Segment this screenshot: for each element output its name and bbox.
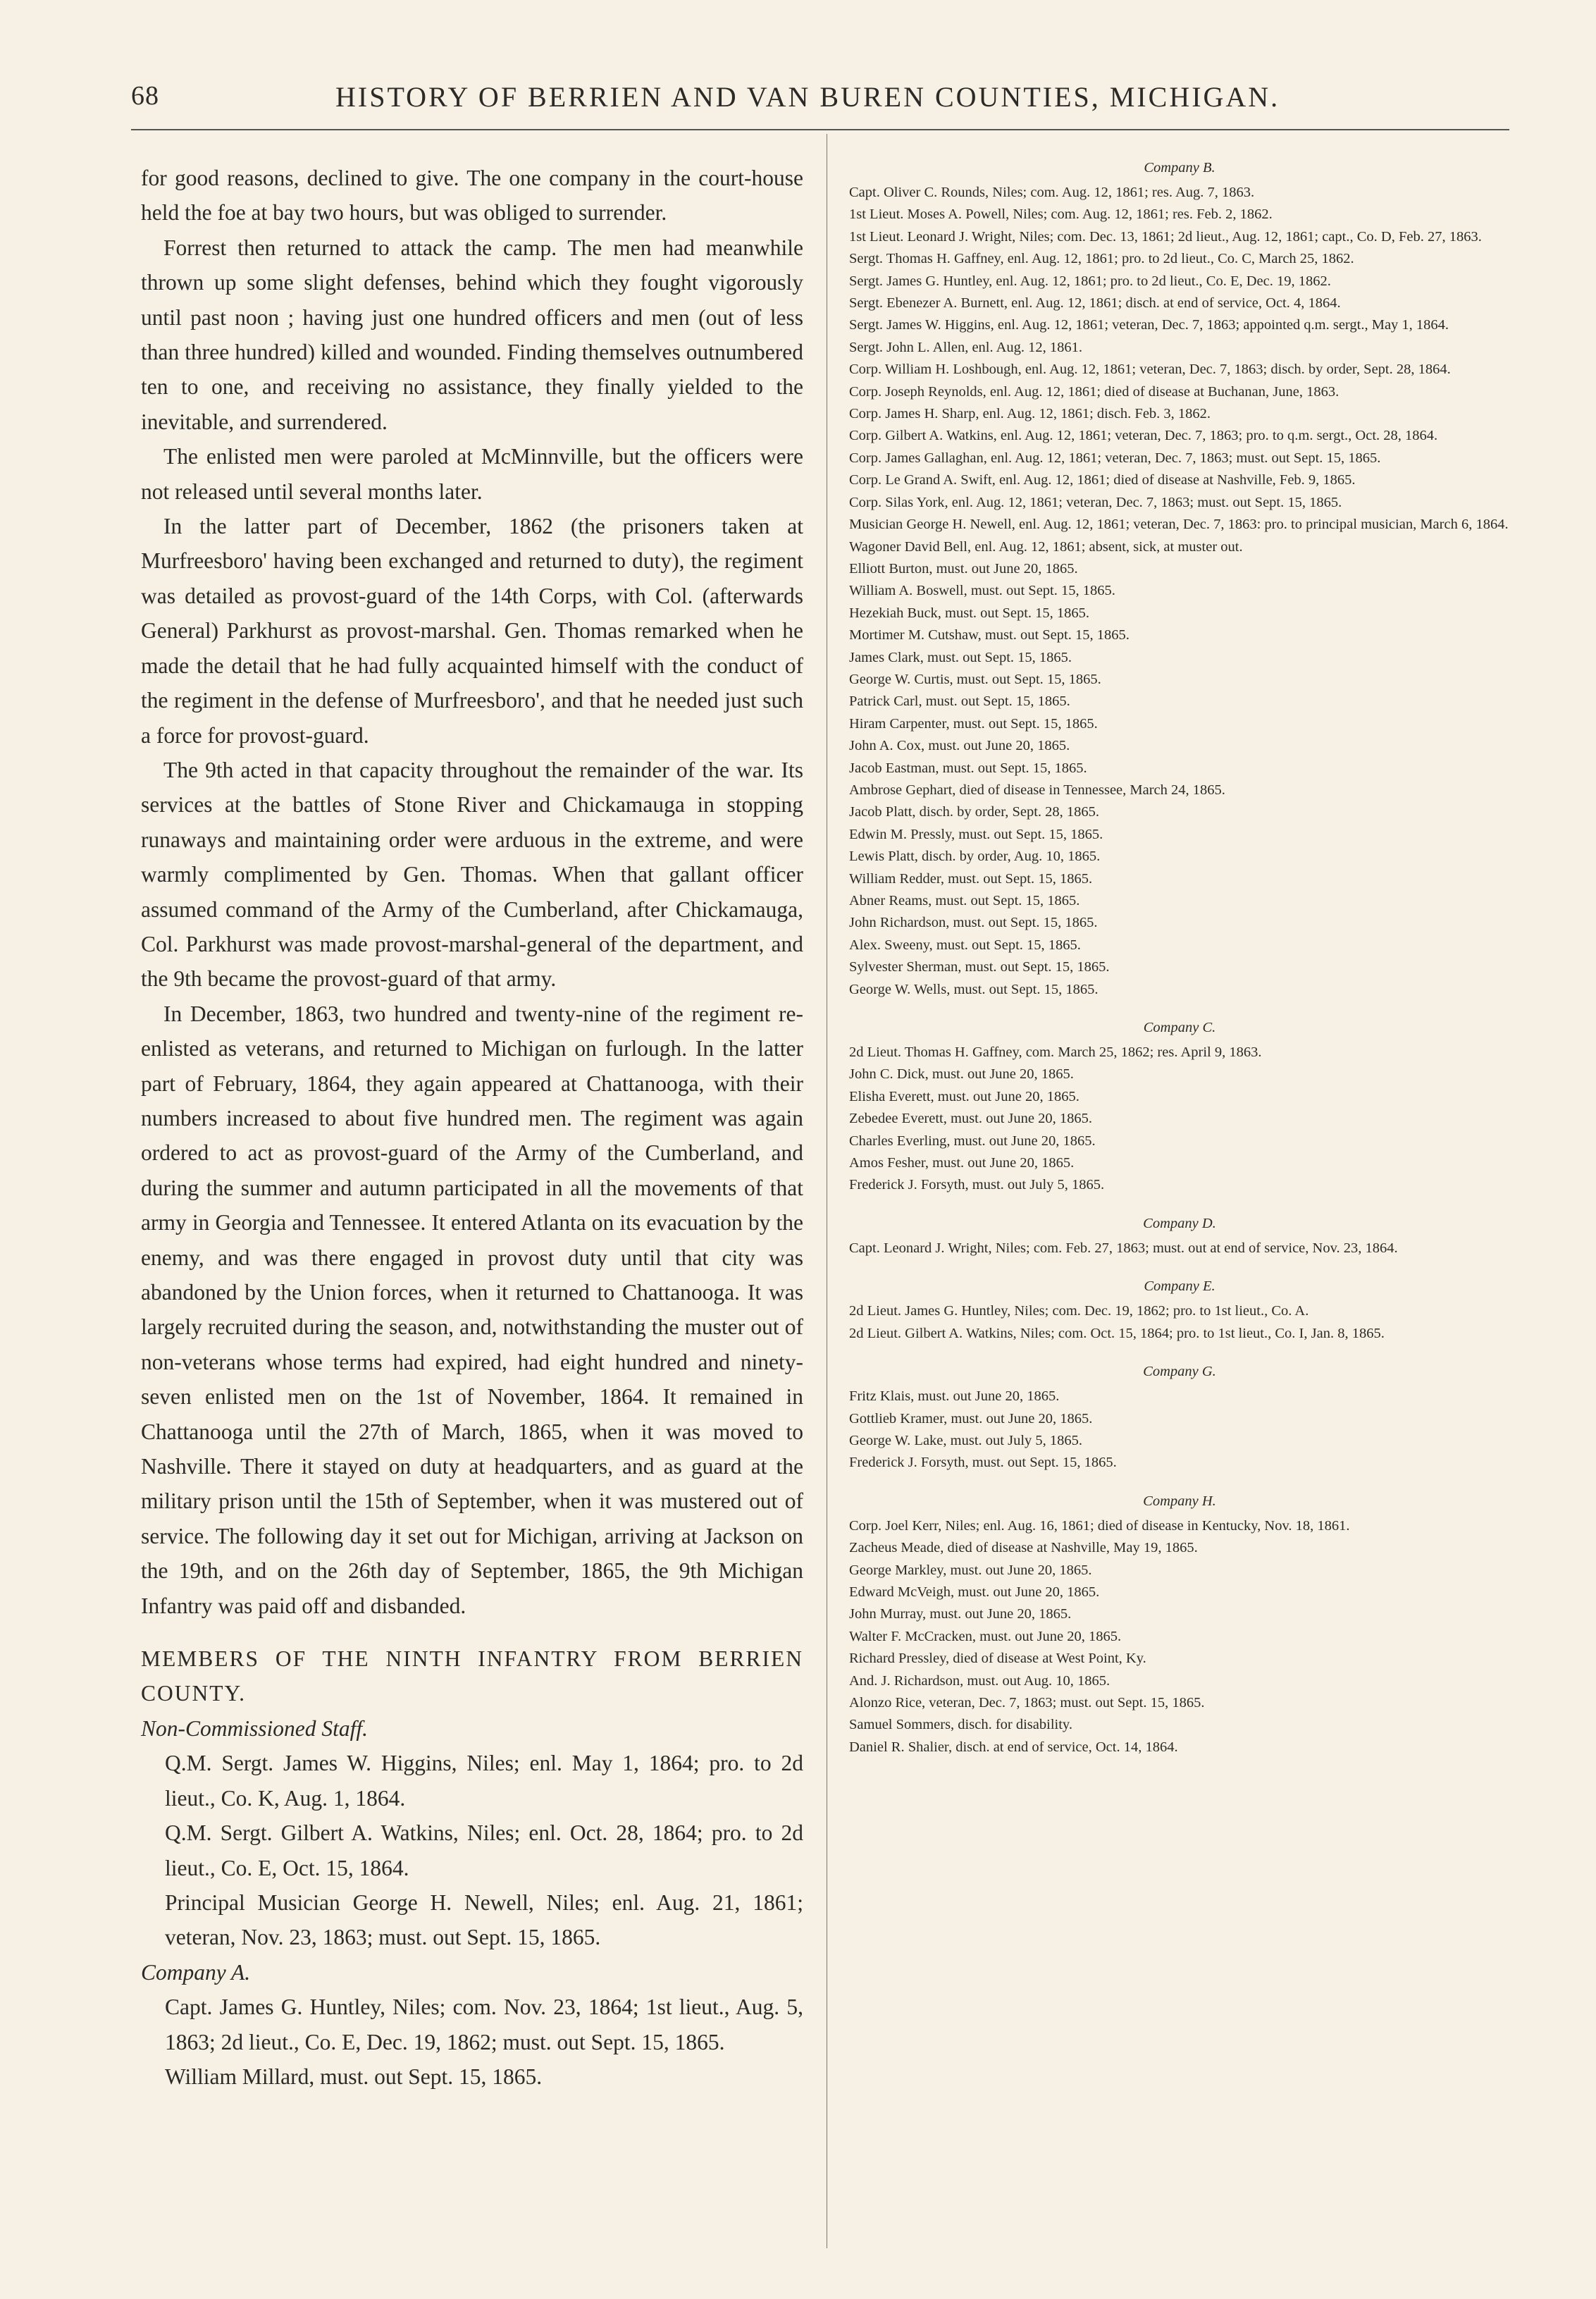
narrative-paragraph: Forrest then returned to attack the camp. The men had meanwhile thrown up some slight defenses, behind which they fought vigorously until past noon ; having just one hundred officers and men (out of less than three hundred) killed and wounded. Finding themselves outnumbered ten to one, and receiving no assistance, they finally yielded to the inevitable, and surrendered. bbox=[141, 235, 803, 434]
company-g-section bbox=[849, 1360, 1510, 1474]
roster-entry: Q.M. Sergt. James W. Higgins, Niles; enl. May 1, 1864; pro. to 2d lieut., Co. K, Aug. 1, 1864. bbox=[165, 1751, 803, 1811]
roster-entry: James Clark, must. out Sept. 15, 1865. bbox=[849, 649, 1072, 665]
roster-entry: Capt. Oliver C. Rounds, Niles; com. Aug. 12, 1861; res. Aug. 7, 1863. bbox=[849, 185, 1255, 200]
roster-entry: Corp. Gilbert A. Watkins, enl. Aug. 12, 1861; veteran, Dec. 7, 1863; pro. to q.m. sergt., Oct. 28, 1864. bbox=[849, 428, 1438, 444]
roster-entry: 1st Lieut. Moses A. Powell, Niles; com. Aug. 12, 1861; res. Feb. 2, 1862. bbox=[849, 207, 1273, 223]
roster-entry: Musician George H. Newell, enl. Aug. 12, 1861; veteran, Dec. 7, 1863: pro. to principal musician, March 6, 1864. bbox=[849, 517, 1509, 533]
roster-entry: Sergt. James G. Huntley, enl. Aug. 12, 1861; pro. to 2d lieut., Co. E, Dec. 19, 1862. bbox=[849, 273, 1331, 289]
right-column bbox=[849, 152, 1510, 1774]
narrative-paragraph: In the latter part of December, 1862 (the prisoners taken at Murfreesboro' having been exchanged and returned to duty), the regiment was detailed as provost-guard of the 14th Corps, with Col. (afterwards General) Parkhurst as provost-marshal. Gen. Thomas remarked when he made the detail that he had fully acquainted himself with the conduct of the regiment in the defense of Murfreesboro', and that he needed just such a force for provost-guard. bbox=[141, 514, 803, 748]
staff-heading: Non-Commissioned Staff. bbox=[141, 1715, 369, 1741]
company-e-section bbox=[849, 1275, 1510, 1345]
roster-entry: George W. Wells, must. out Sept. 15, 1865. bbox=[849, 981, 1099, 997]
company-d-heading: Company D. bbox=[1143, 1215, 1216, 1231]
roster-entry: Samuel Sommers, disch. for disability. bbox=[849, 1717, 1072, 1733]
roster-entry: Principal Musician George H. Newell, Niles; enl. Aug. 21, 1861; veteran, Nov. 23, 1863; must. out Sept. 15, 1865. bbox=[165, 1890, 803, 1950]
roster-entry: Elisha Everett, must. out June 20, 1865. bbox=[849, 1088, 1080, 1104]
company-e-entries bbox=[849, 1300, 1510, 1345]
roster-entry: Corp. Joel Kerr, Niles; enl. Aug. 16, 1861; died of disease in Kentucky, Nov. 18, 1861. bbox=[849, 1517, 1350, 1534]
roster-entry: Daniel R. Shalier, disch. at end of service, Oct. 14, 1864. bbox=[849, 1739, 1178, 1755]
members-roster bbox=[141, 1641, 803, 2094]
roster-entry: And. J. Richardson, must. out Aug. 10, 1865. bbox=[849, 1672, 1111, 1689]
roster-entry: Edwin M. Pressly, must. out Sept. 15, 1865. bbox=[849, 826, 1103, 842]
roster-entry: 2d Lieut. James G. Huntley, Niles; com. Dec. 19, 1862; pro. to 1st lieut., Co. A. bbox=[849, 1303, 1309, 1319]
roster-entry: George W. Curtis, must. out Sept. 15, 1865. bbox=[849, 671, 1101, 687]
company-b-heading: Company B. bbox=[1144, 160, 1215, 175]
roster-entry: Sergt. Ebenezer A. Burnett, enl. Aug. 12, 1861; disch. at end of service, Oct. 4, 1864. bbox=[849, 295, 1341, 312]
roster-entry: Edward McVeigh, must. out June 20, 1865. bbox=[849, 1584, 1100, 1600]
roster-entry: Jacob Platt, disch. by order, Sept. 28, 1865. bbox=[849, 804, 1100, 820]
narrative-paragraph: for good reasons, declined to give. The one company in the court-house held the foe at bay two hours, but was obliged to surrender. bbox=[141, 166, 803, 226]
roster-entry: George Markley, must. out June 20, 1865. bbox=[849, 1562, 1092, 1578]
page-number: 68 bbox=[131, 81, 159, 111]
running-head-title: HISTORY OF BERRIEN AND VAN BUREN COUNTIES, MICHIGAN. bbox=[335, 81, 1280, 113]
roster-entry: Alex. Sweeny, must. out Sept. 15, 1865. bbox=[849, 937, 1081, 953]
company-c-heading: Company C. bbox=[1143, 1020, 1216, 1036]
roster-entry: 2d Lieut. Gilbert A. Watkins, Niles; com. Oct. 15, 1864; pro. to 1st lieut., Co. I, Jan. 8, 1865. bbox=[849, 1325, 1385, 1341]
roster-entry: Walter F. McCracken, must. out June 20, 1865. bbox=[849, 1628, 1122, 1644]
roster-entry: Richard Pressley, died of disease at West Point, Ky. bbox=[849, 1651, 1146, 1667]
roster-entry: Wagoner David Bell, enl. Aug. 12, 1861; absent, sick, at muster out. bbox=[849, 538, 1243, 555]
roster-entry: Sylvester Sherman, must. out Sept. 15, 1865. bbox=[849, 959, 1110, 975]
roster-entry: Zebedee Everett, must. out June 20, 1865. bbox=[849, 1111, 1092, 1127]
roster-entry: Q.M. Sergt. Gilbert A. Watkins, Niles; enl. Oct. 28, 1864; pro. to 2d lieut., Co. E, Oct. 15, 1864. bbox=[165, 1820, 803, 1880]
roster-entry: Corp. William H. Loshbough, enl. Aug. 12, 1861; veteran, Dec. 7, 1863; disch. by order, Sept. 28, 1864. bbox=[849, 362, 1451, 378]
company-h-section bbox=[849, 1490, 1510, 1758]
page-header bbox=[131, 75, 1470, 124]
roster-entry: John Richardson, must. out Sept. 15, 1865. bbox=[849, 915, 1098, 931]
company-b-section bbox=[849, 156, 1510, 1001]
company-d-section bbox=[849, 1212, 1510, 1259]
company-g-heading: Company G. bbox=[1143, 1364, 1216, 1380]
roster-entry: Alonzo Rice, veteran, Dec. 7, 1863; must. out Sept. 15, 1865. bbox=[849, 1694, 1205, 1711]
roster-entry: Corp. Silas York, enl. Aug. 12, 1861; veteran, Dec. 7, 1863; must. out Sept. 15, 1865. bbox=[849, 494, 1342, 510]
left-column bbox=[141, 161, 803, 2094]
company-e-heading: Company E. bbox=[1144, 1278, 1215, 1295]
company-c-entries bbox=[849, 1042, 1510, 1197]
roster-entry: Mortimer M. Cutshaw, must. out Sept. 15, 1865. bbox=[849, 627, 1130, 643]
company-g-entries bbox=[849, 1386, 1510, 1474]
company-a-heading: Company A. bbox=[141, 1959, 251, 1985]
roster-entry: Hiram Carpenter, must. out Sept. 15, 1865. bbox=[849, 715, 1098, 732]
roster-entry: Corp. James Gallaghan, enl. Aug. 12, 1861; veteran, Dec. 7, 1863; must. out Sept. 15, 1865. bbox=[849, 450, 1381, 466]
roster-entry: Capt. Leonard J. Wright, Niles; com. Feb. 27, 1863; must. out at end of service, Nov. 23, 1864. bbox=[849, 1240, 1398, 1256]
roster-entry: John C. Dick, must. out June 20, 1865. bbox=[849, 1066, 1074, 1083]
roster-entry: Hezekiah Buck, must. out Sept. 15, 1865. bbox=[849, 605, 1090, 621]
roster-entry: William Millard, must. out Sept. 15, 1865. bbox=[165, 2064, 543, 2089]
roster-entry: Zacheus Meade, died of disease at Nashville, May 19, 1865. bbox=[849, 1540, 1198, 1556]
roster-entry: Frederick J. Forsyth, must. out July 5, 1865. bbox=[849, 1177, 1105, 1193]
roster-entry: Gottlieb Kramer, must. out June 20, 1865. bbox=[849, 1410, 1093, 1426]
roster-entry: Amos Fesher, must. out June 20, 1865. bbox=[849, 1155, 1075, 1171]
roster-entry: Capt. James G. Huntley, Niles; com. Nov. 23, 1864; 1st lieut., Aug. 5, 1863; 2d lieut., Co. E, Dec. 19, 1862; must. out Sept. 15, 1865. bbox=[165, 1995, 803, 2054]
roster-entry: William A. Boswell, must. out Sept. 15, 1865. bbox=[849, 583, 1115, 599]
roster-entry: 1st Lieut. Leonard J. Wright, Niles; com. Dec. 13, 1861; 2d lieut., Aug. 12, 1861; capt., Co. D, Feb. 27, 1863. bbox=[849, 228, 1482, 245]
roster-entry: Corp. James H. Sharp, enl. Aug. 12, 1861; disch. Feb. 3, 1862. bbox=[849, 406, 1211, 422]
company-b-entries bbox=[849, 182, 1510, 1001]
roster-entry: William Redder, must. out Sept. 15, 1865. bbox=[849, 870, 1093, 887]
roster-entry: Lewis Platt, disch. by order, Aug. 10, 1865. bbox=[849, 849, 1101, 865]
roster-entry: Corp. Joseph Reynolds, enl. Aug. 12, 1861; died of disease at Buchanan, June, 1863. bbox=[849, 383, 1340, 400]
roster-entry: Frederick J. Forsyth, must. out Sept. 15, 1865. bbox=[849, 1455, 1117, 1471]
roster-entry: 2d Lieut. Thomas H. Gaffney, com. March 25, 1862; res. April 9, 1863. bbox=[849, 1044, 1262, 1061]
narrative-paragraph: The 9th acted in that capacity throughout the remainder of the war. Its services at the battles of Stone River and Chickamauga in stopping runaways and maintaining order were arduous in the extreme, and were warmly complimented by Gen. Thomas. When that gallant officer assumed command of the Army of the Cumberland, after Chickamauga, Col. Parkhurst was made provost-marshal-general of the department, and the 9th became the provost-guard of that army. bbox=[141, 757, 803, 992]
company-h-heading: Company H. bbox=[1143, 1493, 1216, 1509]
company-h-entries bbox=[849, 1515, 1510, 1758]
company-d-entries bbox=[849, 1238, 1510, 1259]
roster-title: MEMBERS OF THE NINTH INFANTRY FROM BERRIEN COUNTY. bbox=[141, 1646, 803, 1706]
roster-entry: John Murray, must. out June 20, 1865. bbox=[849, 1606, 1072, 1622]
header-rule bbox=[131, 129, 1509, 130]
roster-entry: George W. Lake, must. out July 5, 1865. bbox=[849, 1432, 1083, 1448]
roster-entry: John A. Cox, must. out June 20, 1865. bbox=[849, 738, 1070, 754]
narrative-paragraph: The enlisted men were paroled at McMinnville, but the officers were not released until several months later. bbox=[141, 444, 803, 504]
company-c-section bbox=[849, 1016, 1510, 1197]
roster-entry: Fritz Klais, must. out June 20, 1865. bbox=[849, 1388, 1060, 1405]
roster-entry: Patrick Carl, must. out Sept. 15, 1865. bbox=[849, 694, 1070, 710]
roster-entry: Sergt. John L. Allen, enl. Aug. 12, 1861. bbox=[849, 339, 1083, 355]
roster-entry: Elliott Burton, must. out June 20, 1865. bbox=[849, 560, 1078, 577]
roster-entry: Sergt. Thomas H. Gaffney, enl. Aug. 12, 1861; pro. to 2d lieut., Co. C, March 25, 1862. bbox=[849, 251, 1354, 267]
narrative-paragraph: In December, 1863, two hundred and twenty-nine of the regiment re-enlisted as veterans, and returned to Michigan on furlough. In the latter part of February, 1864, they again appeared at Chattanooga, with their numbers increased to about five hundred men. The regiment was again ordered to act as provost-guard of the Army of the Cumberland, and during the summer and autumn participated in all the movements of that army in Georgia and Tennessee. It entered Atlanta on its evacuation by the enemy, and was there engaged in provost duty until that city was abandoned by the Union forces, when it returned to Chattanooga. It was largely recruited during the season, and, notwithstanding the muster out of non-veterans whose terms had expired, had eight hundred and ninety-seven enlisted men on the 1st of November, 1864. It remained in Chattanooga until the 27th of March, 1865, when it was moved to Nashville. There it stayed on duty at headquarters, and as guard at the military prison until the 15th of September, when it was mustered out of service. The following day it set out for Michigan, arriving at Jackson on the 19th, and on the 26th day of September, 1865, the 9th Michigan Infantry was paid off and disbanded. bbox=[141, 1001, 803, 1618]
roster-entry: Corp. Le Grand A. Swift, enl. Aug. 12, 1861; died of disease at Nashville, Feb. 9, 1865. bbox=[849, 472, 1356, 488]
roster-entry: Abner Reams, must. out Sept. 15, 1865. bbox=[849, 893, 1080, 908]
roster-entry: Sergt. James W. Higgins, enl. Aug. 12, 1861; veteran, Dec. 7, 1863; appointed q.m. sergt., May 1, 1864. bbox=[849, 317, 1449, 333]
roster-entry: Charles Everling, must. out June 20, 1865. bbox=[849, 1133, 1096, 1149]
roster-entry: Ambrose Gephart, died of disease in Tennessee, March 24, 1865. bbox=[849, 782, 1225, 798]
roster-entry: Jacob Eastman, must. out Sept. 15, 1865. bbox=[849, 760, 1087, 776]
